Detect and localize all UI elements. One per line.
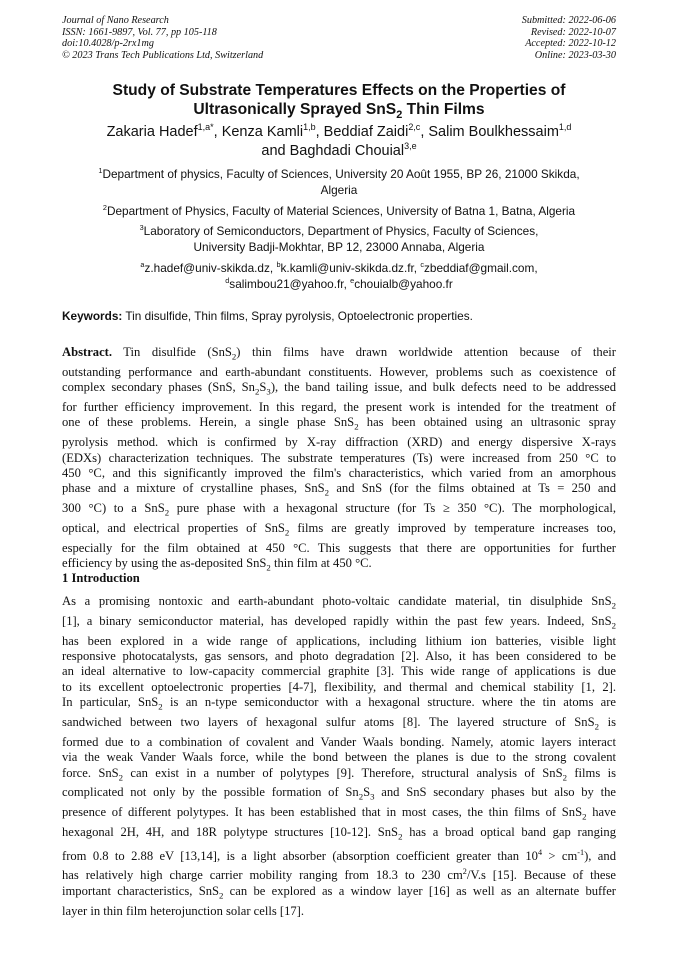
affiliation-line	[62, 167, 616, 183]
journal-doi: doi:10.4028/p-2rx1mg	[62, 38, 154, 49]
paper-title	[62, 81, 616, 125]
author-name: , Beddiaf Zaidi	[315, 124, 409, 140]
author-affil: 1,b	[303, 122, 316, 133]
affiliation-line	[62, 224, 616, 240]
date-submitted: Submitted: 2022-06-06	[521, 15, 616, 26]
text-line: force. SnS$_2$ can exist in a number of polytypes [9]. Therefore, structural analysis of SnS$_2$ films is	[62, 765, 616, 783]
text-line: optical, and electrical properties of SnS$_2$ films are greatly improved by temperature increases too,	[62, 521, 616, 538]
text-line: an ideal alternative to low-capacity commercial graphite [3]. This wide range of applications is due	[62, 664, 616, 679]
author-name: , Salim Boulkhessaim	[420, 124, 559, 140]
affil-text: University Badji-Mokhtar, BP 12, 23000 Annaba, Algeria	[193, 239, 485, 254]
affil-text: Laboratory of Semiconductors, Department of Physics, Faculty of Sciences,	[143, 224, 539, 238]
title-text: Ultrasonically Sprayed SnS	[193, 101, 397, 118]
text-line: hexagonal 2H, 4H, and 18R polytype structures [10-12]. SnS$_2$ has a broad optical band gap ranging	[62, 825, 616, 842]
abstract-label: Abstract.	[62, 345, 113, 359]
affil-marker: 3	[139, 223, 144, 233]
affiliation-line	[62, 204, 616, 220]
text-line: In particular, SnS$_2$ is an n-type semiconductor with a hexagonal structure. where the tin atoms are	[62, 695, 617, 712]
title-text: Thin Films	[402, 101, 485, 118]
text-line: presence of different polytypes. It has been established that in most cases, the thin films of SnS$_2$ have	[62, 805, 616, 822]
text-line: formed due to a combination of covalent and Vander Waals bonding. Namely, atomic layers interact	[62, 734, 616, 749]
author-affil: 2,c	[408, 122, 421, 133]
text-line: Abstract. Tin disulfide (SnS$_2$) thin films have drawn worldwide attention because of their	[62, 345, 616, 362]
text-line: complex secondary phases (SnS, $Sn_2S_3$), the band tailing issue, and bulk defects need to be addressed	[62, 380, 616, 397]
affil-text: Department of Physics, Faculty of Material Sciences, University of Batna 1, Batna, Algeria	[106, 204, 576, 218]
date-revised: Revised: 2022-10-07	[530, 26, 616, 38]
date-online: Online: 2023-03-30	[534, 49, 616, 61]
journal-name: Journal of Nano Research	[62, 15, 169, 26]
keywords-text: Tin disulfide, Thin films, Spray pyrolysis, Optoelectronic properties.	[122, 309, 473, 323]
affil-text: Algeria	[320, 182, 358, 197]
journal-copyright: © 2023 Trans Tech Publications Ltd, Switzerland	[62, 49, 264, 61]
text-line: has relatively high charge carrier mobility ranging from 18.3 to 230 $cm^2/V.s$ [15]. Because of these	[62, 867, 616, 883]
text-line: (EDXs) characterization techniques. The substrate temperatures (Ts) were increased from 250 °C to	[62, 450, 616, 465]
text-line: layer in thin film heterojunction solar cells [17].	[62, 903, 305, 918]
author-name: Zakaria Hadef	[106, 124, 198, 140]
authors-line-1	[62, 123, 616, 142]
publication-dates	[522, 15, 616, 61]
email-address[interactable]: k.kamli@univ-skikda.dz.fr,	[280, 261, 421, 275]
email-address[interactable]: salimbou21@yahoo.fr,	[229, 276, 351, 291]
email-marker: c	[420, 260, 424, 270]
email-line	[62, 277, 616, 293]
email-address[interactable]: chouialb@yahoo.fr	[354, 276, 453, 291]
author-affil: 1,a*	[197, 122, 214, 133]
text-line: 300 °C) to a SnS$_2$ pure phase with a hexagonal structure (for Ts ≥ 350 °C). The morphological,	[62, 501, 616, 518]
text-line: [1], a binary semiconductor material, has developed rapidly within the past few years. Indeed, SnS$_2$	[62, 613, 616, 631]
title-line-2	[62, 100, 616, 125]
journal-info	[62, 15, 263, 61]
email-marker: e	[350, 275, 355, 285]
title-subscript: 2	[396, 109, 403, 122]
text-line: sandwiched between two layers of hexagonal sulfur atoms [8]. The layered structure of SnS$_2$ is	[62, 714, 616, 732]
text-line: outstanding performance and earth-abundant constituents. However, problems such as coexistence of	[62, 364, 616, 379]
introduction-body	[62, 594, 616, 919]
email-marker: d	[225, 275, 230, 285]
text-line: especially for the film obtained at 450 °C. This suggests that there are opportunities for further	[62, 540, 616, 555]
author-list	[62, 123, 616, 161]
section-heading-introduction: 1 Introduction	[62, 571, 140, 585]
email-line	[62, 261, 616, 277]
author-name: , Kenza Kamli	[213, 124, 304, 140]
email-marker: a	[140, 260, 145, 270]
author-emails	[62, 261, 616, 292]
author-name: and Baghdadi Chouial	[261, 143, 405, 159]
text-line: for further efficiency improvement. In this regard, the present work is intended for the treatment of	[62, 400, 616, 415]
journal-issn: ISSN: 1661-9897, Vol. 77, pp 105-118	[62, 26, 217, 38]
text-line: efficiency by using the as-deposited SnS$_2$ thin film at 450 °C.	[62, 556, 372, 573]
email-address[interactable]: z.hadef@univ-skikda.dz,	[144, 261, 277, 275]
text-line: complicated not only by the possible formation of $Sn_2S_3$ and SnS secondary phases but also by the	[62, 785, 616, 802]
affiliation-2	[62, 204, 616, 220]
text-line: from 0.8 to 2.88 eV [13,14], is a light absorber (absorption coefficient greater than $10^4 > cm^{-1}$), and	[62, 847, 616, 864]
email-address[interactable]: zbeddiaf@gmail.com,	[423, 261, 538, 275]
affil-text: Department of physics, Faculty of Sciences, University 20 Août 1955, BP 26, 21000 Skikda,	[102, 167, 580, 181]
text-line: As a promising nontoxic and earth-abundant photo-voltaic candidate material, tin disulphide SnS$_2$	[62, 594, 616, 611]
text-line: responsive photocatalysts, gas sensors, and photo degradation [2]. Also, it has been considered to be	[62, 649, 616, 664]
keywords-label: Keywords:	[62, 309, 123, 323]
email-marker: b	[276, 260, 281, 270]
text-line: has been explored in a wide range of applications, including lithium ion batteries, visible light	[62, 633, 616, 648]
authors-line-2	[62, 142, 616, 161]
author-affil: 1,d	[558, 122, 572, 133]
text-line: pyrolysis method. which is confirmed by X-ray diffraction (XRD) and energy dispersive X-rays	[62, 435, 616, 450]
author-affil: 3,e	[404, 141, 417, 152]
affil-marker: 2	[102, 203, 107, 213]
keywords	[62, 309, 616, 324]
affil-marker: 1	[98, 166, 103, 176]
text-line: phase and a mixture of crystalline phases, SnS$_2$ and SnS (for the films obtained at Ts = 250 and	[62, 481, 617, 498]
affiliation-3	[62, 224, 616, 255]
text-line: 450 °C, and this significantly improved the film's characteristics, which varied from an amorphous	[62, 465, 616, 480]
text-line: to its excellent optoelectronic properties [4-7], flexibility, and thermal and chemical stability [1, 2].	[62, 679, 616, 694]
text-line: one of these problems. Herein, a single phase SnS$_2$ has been obtained using an ultrasonic spray	[62, 415, 616, 432]
text-line: via the weak Vander Waals force, while the bond between the planes is due to the strong covalent	[62, 750, 616, 765]
date-accepted: Accepted: 2022-10-12	[525, 38, 616, 49]
title-line-1: Study of Substrate Temperatures Effects on the Properties of	[112, 82, 566, 99]
text-line: important characteristics, SnS$_2$ can be explored as a window layer [16] as well as an alternate buffer	[62, 884, 616, 901]
affiliation-1	[62, 167, 616, 198]
abstract	[62, 345, 616, 576]
